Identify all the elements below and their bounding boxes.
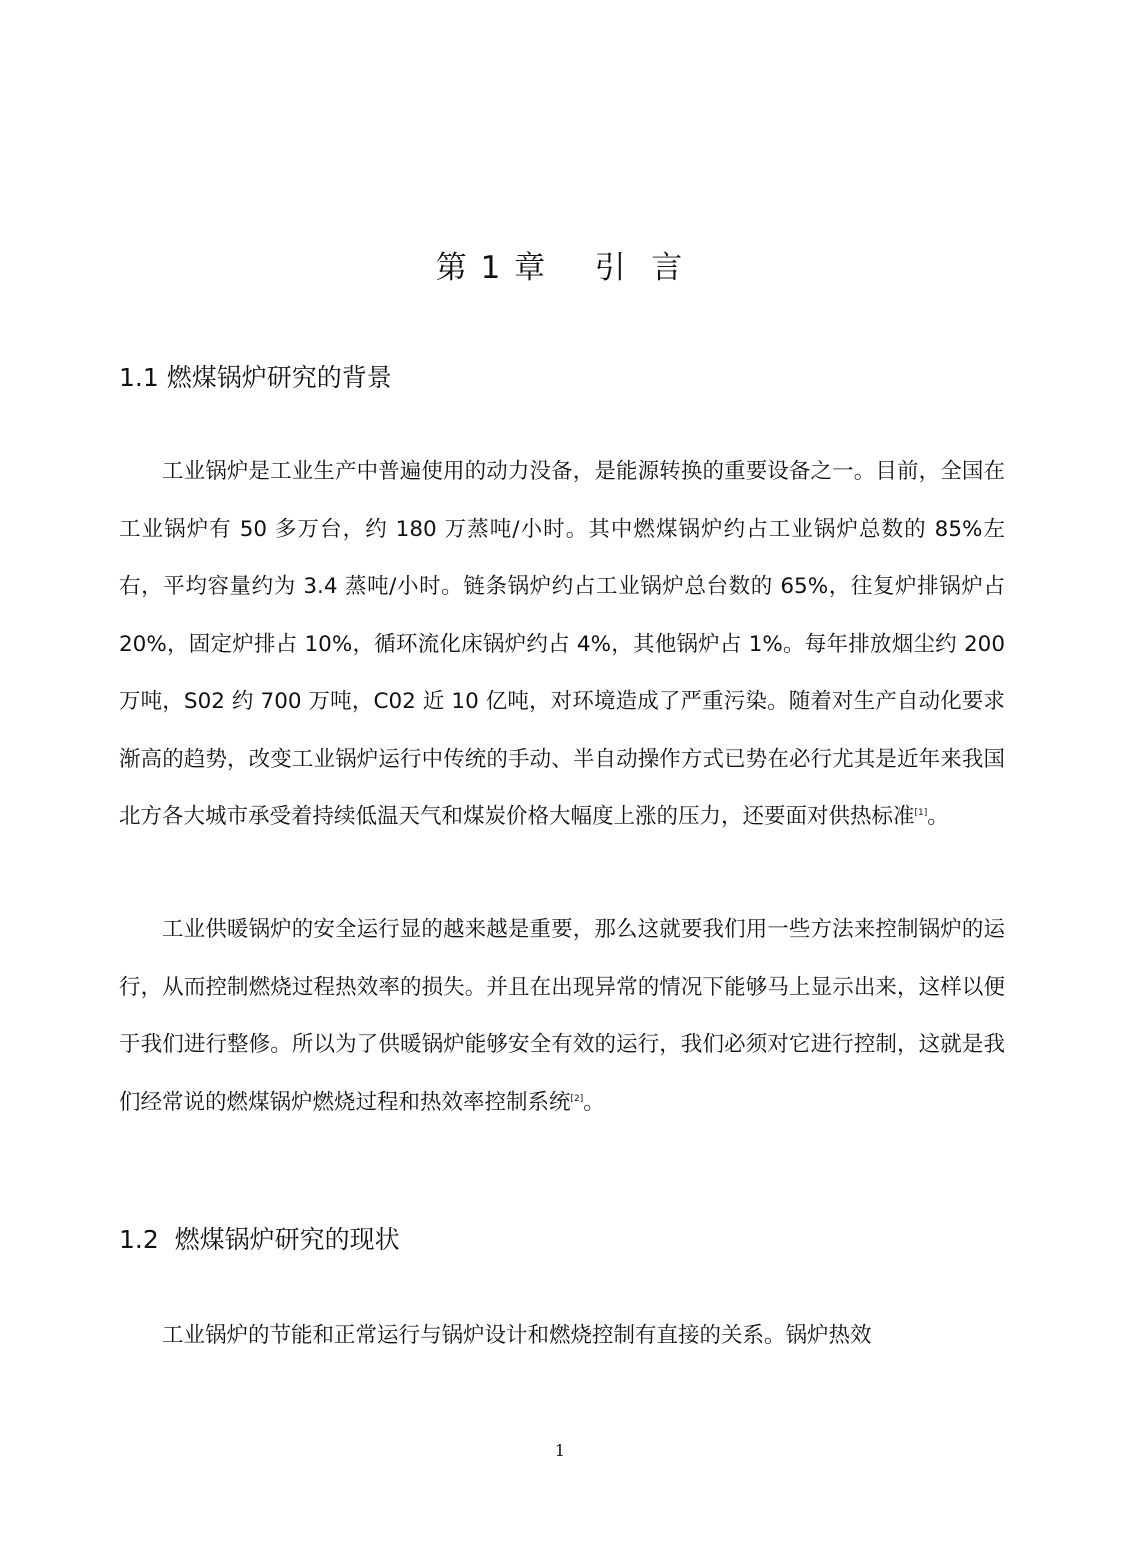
paragraph-background-2 — [119, 901, 1005, 1131]
section-heading-1-1: 1.1 燃煤锅炉研究的背景 — [119, 363, 392, 392]
paragraph-status-1 — [119, 1307, 1014, 1365]
section-heading-1-2: 1.2 燃煤锅炉研究的现状 — [119, 1225, 400, 1254]
paragraph-ending: 。 — [583, 1089, 605, 1115]
paragraph-text: 工业供暖锅炉的安全运行显的越来越是重要，那么这就要我们用一些方法来控制锅炉的运行，从而控制燃烧过程热效率的损失。并且在出现异常的情况下能够马上显示出来，这样以便于我们进行整修。所以为了供暖锅炉能够安全有效的运行，我们必须对它进行控制，这就是我们经常说的燃煤锅炉燃烧过程和热效率控制系统 — [119, 917, 1005, 1115]
citation-marker[interactable]: [1] — [914, 808, 928, 818]
paragraph-text: 工业锅炉是工业生产中普遍使用的动力没备，是能源转换的重要设备之一。目前，全国在工业锅炉有 50 多万台，约 180 万蒸吨/小时。其中燃煤锅炉约占工业锅炉总数的 85%左右，平均容量约为 3.4 蒸吨/小时。链条锅炉约占工业锅炉总台数的 65%，往复炉排锅炉占 20%，固定炉排占 10%，循环流化床锅炉约占 4%，其他锅炉占 1%。每年排放烟尘约 200 万吨，S02 约 700 万吨，C02 近 10 亿吨，对环境造成了严重污染。随着对生产自动化要求渐高的趋势，改变工业锅炉运行中传统的手动、半自动操作方式已势在必行尤其是近年来我国北方各大城市承受着持续低温天气和煤炭价格大幅度上涨的压力，还要面对供热标准 — [119, 459, 1005, 829]
page-number: 1 — [554, 1441, 566, 1460]
citation-marker[interactable]: [2] — [570, 1093, 584, 1104]
chapter-title: 第 1 章 引 言 — [435, 250, 685, 286]
paragraph-text: 工业锅炉的节能和正常运行与锅炉设计和燃烧控制有直接的关系。锅炉热效 — [162, 1323, 872, 1348]
paragraph-background-1 — [119, 443, 1005, 846]
paragraph-ending: 。 — [927, 804, 949, 829]
